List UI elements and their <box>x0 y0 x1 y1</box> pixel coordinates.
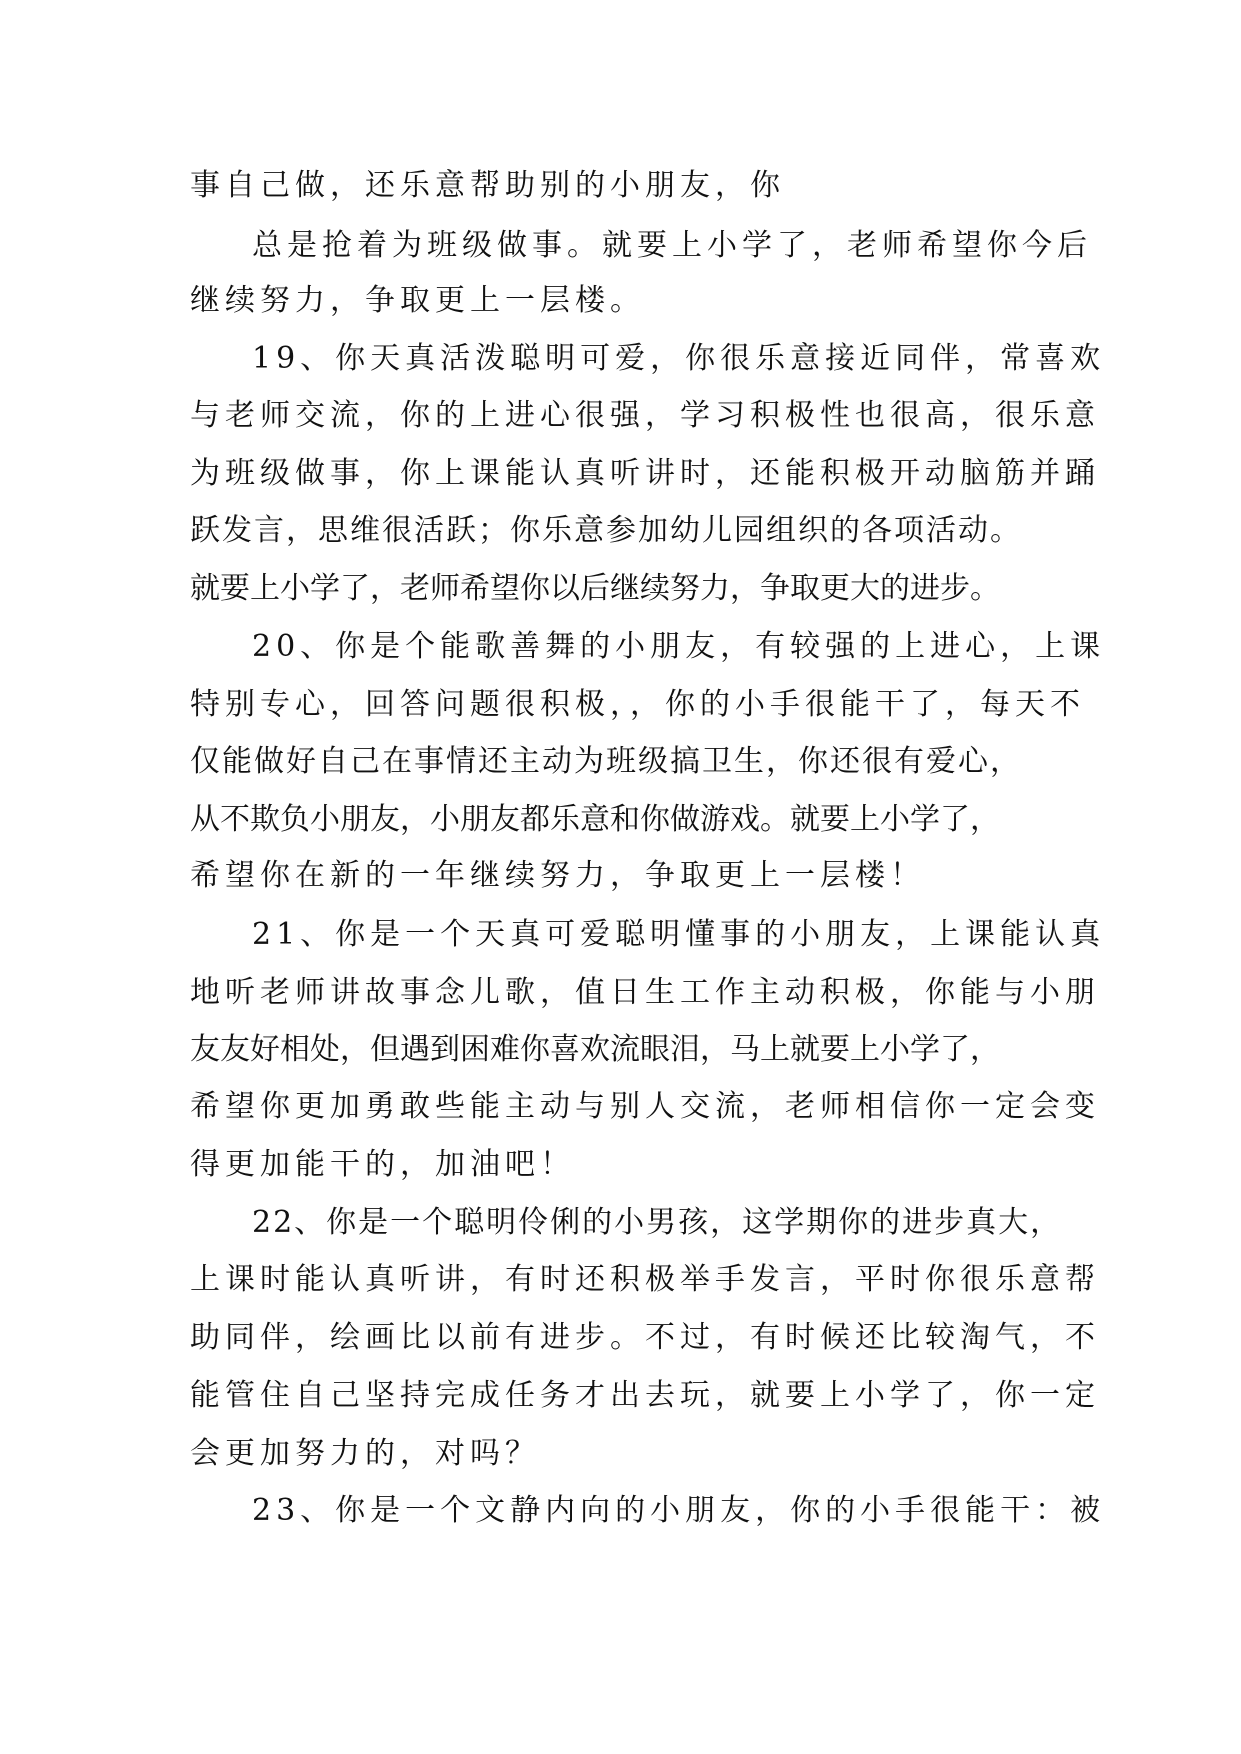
text-line: 上课时能认真听讲，有时还积极举手发言，平时你很乐意帮 <box>190 1262 1100 1297</box>
text-line: 得更加能干的，加油吧！ <box>190 1147 575 1182</box>
text-line: 就要上小学了，老师希望你以后继续努力，争取更大的进步。 <box>190 571 1000 606</box>
text-line: 希望你在新的一年继续努力，争取更上一层楼！ <box>190 858 925 893</box>
text-line: 从不欺负小朋友，小朋友都乐意和你做游戏。就要上小学了， <box>190 802 1000 837</box>
text-line: 继续努力，争取更上一层楼。 <box>190 283 645 318</box>
text-line: 希望你更加勇敢些能主动与别人交流，老师相信你一定会变 <box>190 1089 1100 1124</box>
text-line: 事自己做，还乐意帮助别的小朋友，你 <box>190 168 785 203</box>
text-line: 助同伴，绘画比以前有进步。不过，有时候还比较淘气，不 <box>190 1320 1100 1355</box>
text-line: 23、你是一个文静内向的小朋友，你的小手很能干：被 <box>252 1493 1106 1528</box>
text-line: 20、你是个能歌善舞的小朋友，有较强的上进心，上课 <box>252 629 1106 664</box>
text-line: 友友好相处，但遇到困难你喜欢流眼泪，马上就要上小学了， <box>190 1032 1000 1067</box>
text-line: 会更加努力的，对吗？ <box>190 1436 540 1471</box>
text-line: 能管住自己坚持完成任务才出去玩，就要上小学了，你一定 <box>190 1378 1100 1413</box>
text-line: 特别专心，回答问题很积极，，你的小手很能干了，每天不 <box>190 687 1085 722</box>
text-line: 跃发言，思维很活跃；你乐意参加幼儿园组织的各项活动。 <box>190 513 1022 548</box>
text-line: 地听老师讲故事念儿歌，值日生工作主动积极，你能与小朋 <box>190 975 1100 1010</box>
text-line: 21、你是一个天真可爱聪明懂事的小朋友，上课能认真 <box>252 917 1106 952</box>
text-line: 总是抢着为班级做事。就要上小学了，老师希望你今后 <box>252 228 1092 263</box>
text-line: 为班级做事，你上课能认真听讲时，还能积极开动脑筋并踊 <box>190 456 1100 491</box>
text-line: 与老师交流，你的上进心很强，学习积极性也很高，很乐意 <box>190 398 1100 433</box>
text-line: 19、你天真活泼聪明可爱，你很乐意接近同伴，常喜欢 <box>252 341 1106 376</box>
text-line: 22、你是一个聪明伶俐的小男孩，这学期你的进步真大， <box>252 1205 1063 1240</box>
text-line: 仅能做好自己在事情还主动为班级搞卫生，你还很有爱心， <box>190 744 1022 779</box>
